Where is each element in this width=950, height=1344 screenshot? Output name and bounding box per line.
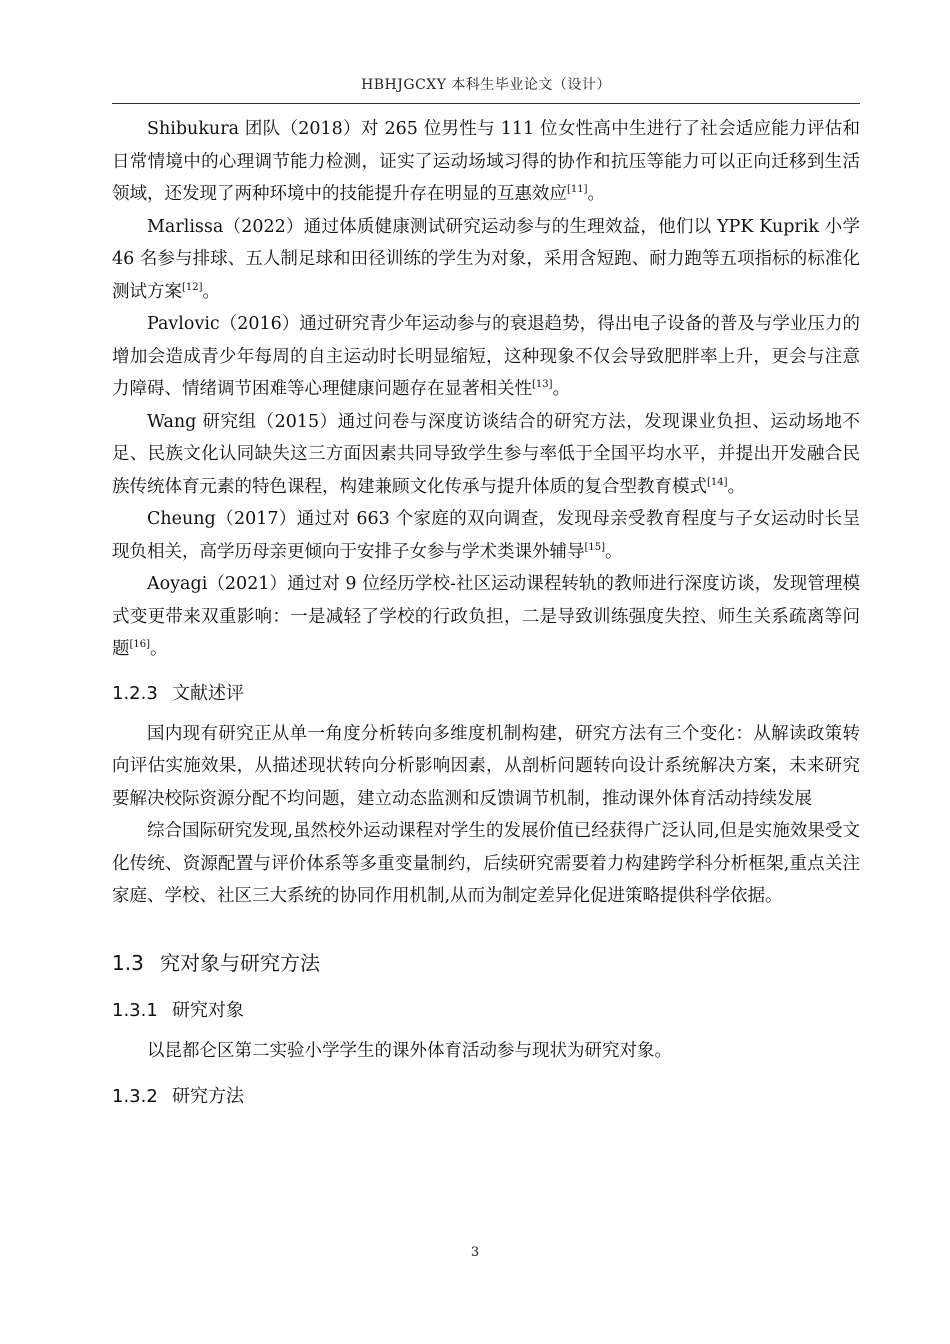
section-title: 文献述评 bbox=[172, 682, 244, 704]
paragraph-international-review: 综合国际研究发现,虽然校外运动课程对学生的发展价值已经获得广泛认同,但是实施效果受文化传统、资源配置与评价体系等多重变量制约，后续研究需要着力构建跨学科分析框架,重点关注家庭、学校、社区三大系统的协同作用机制,从而为制定差异化促进策略提供科学依据。 bbox=[112, 821, 860, 906]
citation-marker: [14] bbox=[707, 476, 728, 488]
section-number: 1.3 bbox=[112, 950, 144, 975]
section-heading-literature-review bbox=[112, 678, 860, 710]
section-heading-research-method bbox=[112, 1081, 860, 1113]
paragraph-text: Aoyagi（2021）通过对 9 位经历学校-社区运动课程转轨的教师进行深度访谈，发现管理模式变更带来双重影响：一是减轻了学校的行政负担，二是导致训练强度失控、师生关系疏离等问题 bbox=[112, 574, 860, 659]
paragraph-text: Pavlovic（2016）通过研究青少年运动参与的衰退趋势，得出电子设备的普及与学业压力的增加会造成青少年每周的自主运动时长明显缩短，这种现象不仅会导致肥胖率上升，更会与注意力障碍、情绪调节困难等心理健康问题存在显著相关性 bbox=[112, 314, 860, 399]
citation-marker: [16] bbox=[129, 639, 151, 651]
paragraph-text: Cheung（2017）通过对 663 个家庭的双向调查，发现母亲受教育程度与子女运动时长呈现负相关，高学历母亲更倾向于安排子女参与学术类课外辅导 bbox=[112, 509, 860, 562]
paragraph-text: Wang 研究组（2015）通过问卷与深度访谈结合的研究方法，发现课业负担、运动场地不足、民族文化认同缺失这三方面因素共同导致学生参与率低于全国平均水平，并提出开发融合民族传统体育元素的特色课程，构建兼顾文化传承与提升体质的复合型教育模式 bbox=[112, 411, 860, 497]
page-number: 3 bbox=[470, 1245, 480, 1260]
paragraph-pavlovic: Pavlovic（2016）通过研究青少年运动参与的衰退趋势，得出电子设备的普及与学业压力的增加会造成青少年每周的自主运动时长明显缩短，这种现象不仅会导致肥胖率上升，更会与注意力障碍、情绪调节困难等心理健康问题存在显著相关性[13]。 bbox=[112, 314, 860, 399]
citation-marker: [12] bbox=[182, 281, 203, 293]
running-header: HBHJGCXY 本科生毕业论文（设计） bbox=[361, 77, 611, 93]
paragraph-cheung: Cheung（2017）通过对 663 个家庭的双向调查，发现母亲受教育程度与子女运动时长呈现负相关，高学历母亲更倾向于安排子女参与学术类课外辅导[15]。 bbox=[112, 509, 860, 562]
section-title: 研究对象 bbox=[172, 999, 244, 1021]
section-spacer bbox=[112, 913, 860, 945]
citation-marker: [15] bbox=[584, 541, 606, 553]
paragraph-text: Shibukura 团队（2018）对 265 位男性与 111 位女性高中生进行了社会适应能力评估和日常情境中的心理调节能力检测，证实了运动场域习得的协作和抗压等能力可以正向迁移到生活领域，还发现了两种环境中的技能提升存在明显的互惠效应 bbox=[112, 119, 860, 204]
paragraph-research-object: 以昆都仑区第二实验小学学生的课外体育活动参与现状为研究对象。 bbox=[147, 1040, 672, 1061]
section-title: 研究方法 bbox=[172, 1086, 244, 1107]
section-heading-research-object-method bbox=[112, 945, 860, 981]
citation-marker: [13] bbox=[532, 379, 553, 391]
paragraph-shibukura: Shibukura 团队（2018）对 265 位男性与 111 位女性高中生进行了社会适应能力评估和日常情境中的心理调节能力检测，证实了运动场域习得的协作和抗压等能力可以正向迁移到生活领域，还发现了两种环境中的技能提升存在明显的互惠效应[11]。 bbox=[112, 119, 860, 204]
paragraph-text: Marlissa（2022）通过体质健康测试研究运动参与的生理效益，他们以 YPK Kuprik 小学 46 名参与排球、五人制足球和田径训练的学生为对象，采用含短跑、耐力跑等五项指标的标准化测试方案 bbox=[112, 216, 860, 302]
paragraph-marlissa: Marlissa（2022）通过体质健康测试研究运动参与的生理效益，他们以 YPK Kuprik 小学 46 名参与排球、五人制足球和田径训练的学生为对象，采用含短跑、耐力跑等五项指标的标准化测试方案[12]。 bbox=[112, 216, 860, 302]
paragraph-aoyagi: Aoyagi（2021）通过对 9 位经历学校-社区运动课程转轨的教师进行深度访谈，发现管理模式变更带来双重影响：一是减轻了学校的行政负担，二是导致训练强度失控、师生关系疏离等问题[16]。 bbox=[112, 574, 860, 659]
section-heading-research-object bbox=[112, 995, 860, 1027]
section-number: 1.2.3 bbox=[112, 682, 158, 704]
page-body bbox=[112, 113, 860, 1121]
header-divider bbox=[112, 103, 860, 104]
paragraph-domestic-review: 国内现有研究正从单一角度分析转向多维度机制构建，研究方法有三个变化：从解读政策转向评估实施效果，从描述现状转向分析影响因素，从剖析问题转向设计系统解决方案，未来研究要解决校际资源分配不均问题，建立动态监测和反馈调节机制，推动课外体育活动持续发展 bbox=[112, 723, 860, 809]
section-number: 1.3.1 bbox=[112, 999, 158, 1021]
section-title: 究对象与研究方法 bbox=[160, 950, 320, 975]
citation-marker: [11] bbox=[567, 184, 588, 196]
section-number: 1.3.2 bbox=[112, 1086, 158, 1107]
paragraph-wang: Wang 研究组（2015）通过问卷与深度访谈结合的研究方法，发现课业负担、运动场地不足、民族文化认同缺失这三方面因素共同导致学生参与率低于全国平均水平，并提出开发融合民族传统体育元素的特色课程，构建兼顾文化传承与提升体质的复合型教育模式[14]。 bbox=[112, 411, 860, 497]
